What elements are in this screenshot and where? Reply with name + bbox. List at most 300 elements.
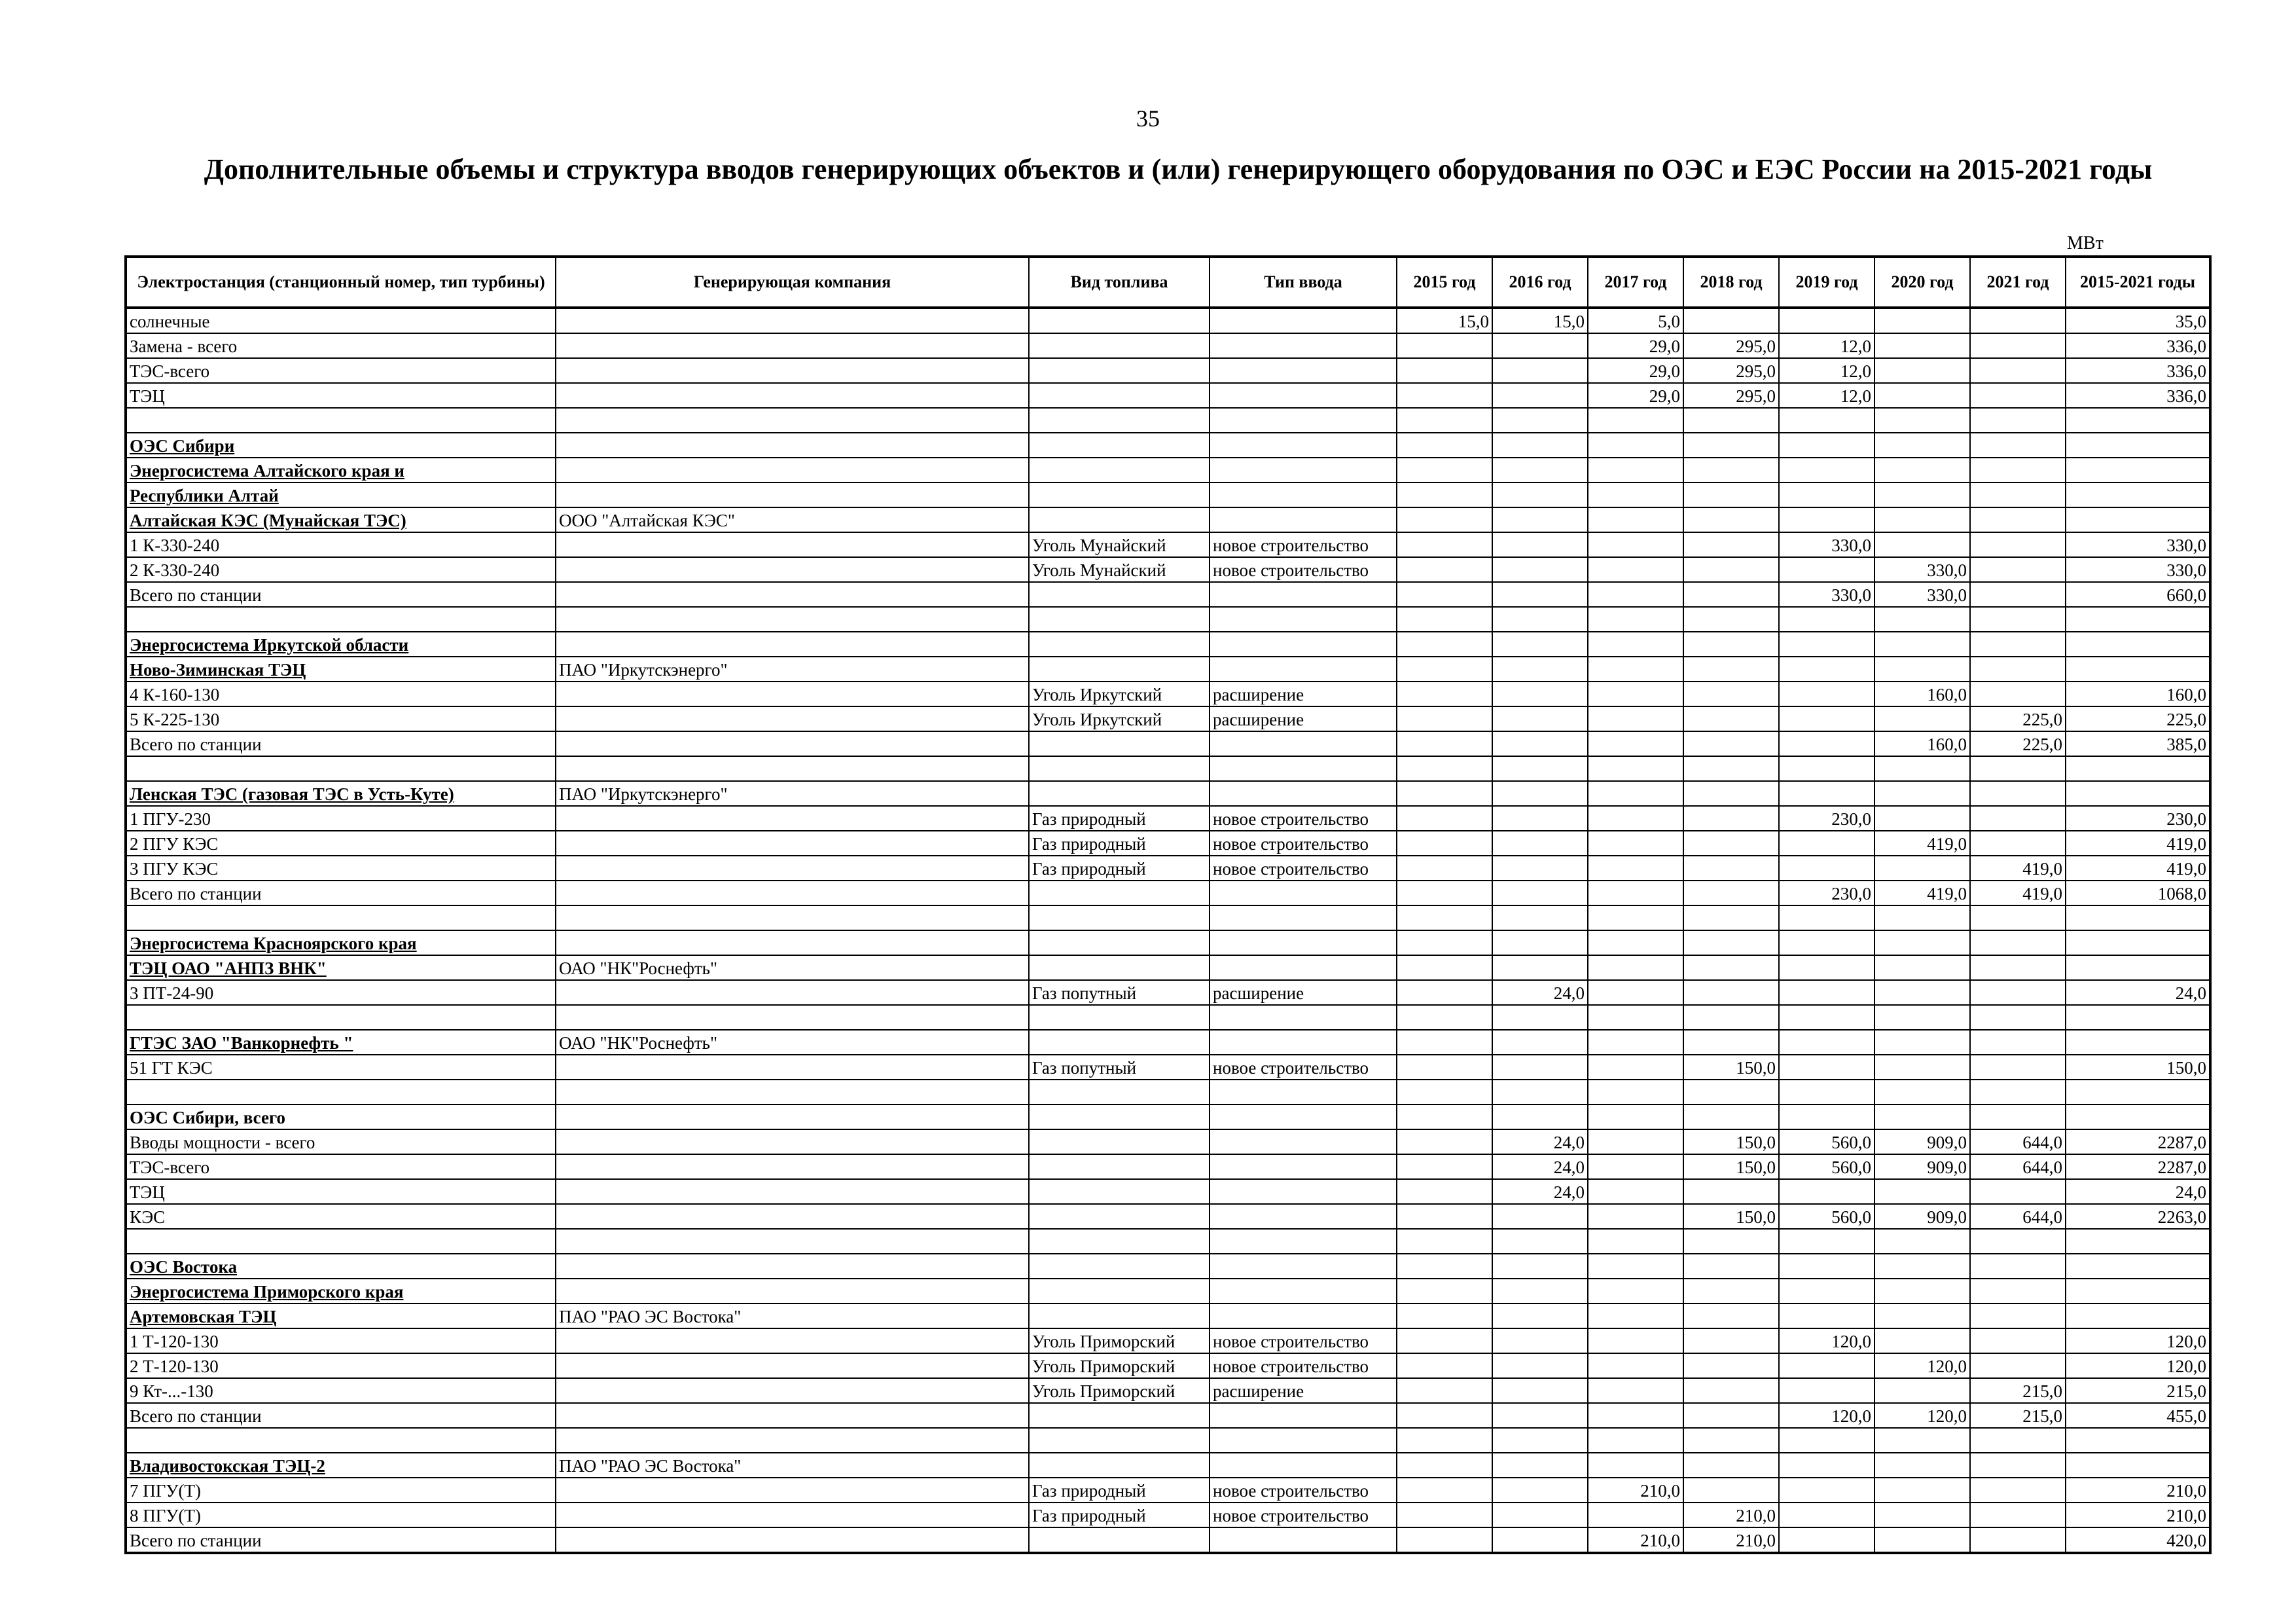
company-cell	[556, 930, 1029, 955]
fuel-cell	[1029, 1204, 1210, 1229]
year-value-cell	[1588, 1279, 1683, 1304]
year-value-cell	[1683, 1005, 1779, 1030]
year-value-cell	[1492, 1403, 1588, 1428]
year-value-cell	[1397, 483, 1492, 507]
year-value-cell: 330,0	[1779, 582, 1874, 607]
year-value-cell	[1683, 756, 1779, 781]
table-row	[126, 1129, 2210, 1154]
year-value-cell	[1970, 507, 2066, 532]
table-row	[126, 731, 2210, 756]
year-value-cell	[1683, 458, 1779, 483]
year-value-cell	[1874, 1453, 1970, 1478]
year-value-cell	[1970, 607, 2066, 632]
company-cell	[556, 1129, 1029, 1154]
fuel-cell	[1029, 1080, 1210, 1104]
year-value-cell	[1874, 781, 1970, 806]
year-value-cell: 15,0	[1492, 308, 1588, 333]
year-value-cell	[1970, 1080, 2066, 1104]
year-value-cell	[1588, 1204, 1683, 1229]
total-cell	[2066, 1279, 2210, 1304]
year-value-cell	[1970, 1453, 2066, 1478]
year-value-cell	[1492, 781, 1588, 806]
table-row	[126, 483, 2210, 507]
station-cell: ТЭС-всего	[126, 1154, 556, 1179]
fuel-cell: Газ попутный	[1029, 980, 1210, 1005]
year-value-cell: 644,0	[1970, 1204, 2066, 1229]
station-cell: 2 Т-120-130	[126, 1353, 556, 1378]
year-value-cell: 210,0	[1588, 1527, 1683, 1553]
fuel-cell	[1029, 607, 1210, 632]
year-value-cell: 230,0	[1779, 881, 1874, 905]
year-value-cell: 150,0	[1683, 1154, 1779, 1179]
year-value-cell	[1779, 1179, 1874, 1204]
company-cell	[556, 308, 1029, 333]
year-value-cell	[1492, 955, 1588, 980]
table-row	[126, 1080, 2210, 1104]
input-type-cell	[1210, 458, 1397, 483]
year-value-cell: 560,0	[1779, 1154, 1874, 1179]
year-value-cell	[1874, 1179, 1970, 1204]
year-value-cell	[1492, 1428, 1588, 1453]
year-value-cell: 150,0	[1683, 1129, 1779, 1154]
year-value-cell: 120,0	[1874, 1353, 1970, 1378]
year-value-cell	[1588, 483, 1683, 507]
total-cell	[2066, 1080, 2210, 1104]
input-type-cell	[1210, 756, 1397, 781]
year-value-cell: 295,0	[1683, 358, 1779, 383]
total-cell: 120,0	[2066, 1353, 2210, 1378]
year-value-cell	[1492, 1378, 1588, 1403]
input-type-cell	[1210, 408, 1397, 433]
year-value-cell	[1874, 657, 1970, 682]
company-cell	[556, 607, 1029, 632]
company-cell: ПАО "РАО ЭС Востока"	[556, 1304, 1029, 1328]
year-value-cell	[1683, 607, 1779, 632]
total-cell: 330,0	[2066, 557, 2210, 582]
year-value-cell	[1779, 756, 1874, 781]
year-value-cell	[1397, 980, 1492, 1005]
year-value-cell	[1683, 1353, 1779, 1378]
company-cell	[556, 806, 1029, 831]
year-value-cell	[1779, 507, 1874, 532]
year-value-cell	[1779, 1030, 1874, 1055]
total-cell	[2066, 1428, 2210, 1453]
year-value-cell	[1588, 1453, 1683, 1478]
total-cell	[2066, 955, 2210, 980]
fuel-cell	[1029, 507, 1210, 532]
year-value-cell	[1683, 955, 1779, 980]
input-type-cell: расширение	[1210, 1378, 1397, 1403]
table-row	[126, 433, 2210, 458]
year-value-cell	[1492, 557, 1588, 582]
column-header: Генерирующая компания	[556, 257, 1029, 308]
year-value-cell	[1397, 930, 1492, 955]
year-value-cell	[1397, 731, 1492, 756]
fuel-cell: Уголь Приморский	[1029, 1353, 1210, 1378]
company-cell	[556, 1204, 1029, 1229]
year-value-cell	[1588, 1129, 1683, 1154]
year-value-cell	[1492, 1353, 1588, 1378]
table-row	[126, 1453, 2210, 1478]
year-value-cell	[1588, 1403, 1683, 1428]
table-row	[126, 632, 2210, 657]
fuel-cell	[1029, 1129, 1210, 1154]
station-cell: Всего по станции	[126, 582, 556, 607]
station-cell	[126, 1080, 556, 1104]
company-cell: ПАО "Иркутскэнерго"	[556, 657, 1029, 682]
year-value-cell	[1492, 1328, 1588, 1353]
input-type-cell	[1210, 1279, 1397, 1304]
fuel-cell	[1029, 1104, 1210, 1129]
year-value-cell	[1683, 532, 1779, 557]
year-value-cell	[1492, 408, 1588, 433]
year-value-cell: 210,0	[1588, 1478, 1683, 1503]
column-header: Тип ввода	[1210, 257, 1397, 308]
year-value-cell	[1970, 1005, 2066, 1030]
input-type-cell: расширение	[1210, 980, 1397, 1005]
year-value-cell	[1492, 706, 1588, 731]
year-value-cell	[1397, 806, 1492, 831]
year-value-cell	[1397, 1503, 1492, 1527]
station-cell: Всего по станции	[126, 1403, 556, 1428]
year-value-cell	[1683, 856, 1779, 881]
total-cell	[2066, 458, 2210, 483]
fuel-cell	[1029, 955, 1210, 980]
year-value-cell	[1397, 358, 1492, 383]
year-value-cell	[1397, 458, 1492, 483]
table-row	[126, 1304, 2210, 1328]
year-value-cell	[1779, 1428, 1874, 1453]
year-value-cell	[1397, 1030, 1492, 1055]
table-row	[126, 1378, 2210, 1403]
total-cell	[2066, 905, 2210, 930]
year-value-cell	[1874, 358, 1970, 383]
year-value-cell	[1397, 706, 1492, 731]
year-value-cell	[1588, 756, 1683, 781]
input-type-cell	[1210, 632, 1397, 657]
input-table	[124, 255, 2212, 1554]
year-value-cell	[1683, 881, 1779, 905]
input-type-cell	[1210, 955, 1397, 980]
year-value-cell	[1874, 1304, 1970, 1328]
total-cell	[2066, 483, 2210, 507]
year-value-cell	[1779, 1005, 1874, 1030]
total-cell: 419,0	[2066, 856, 2210, 881]
station-cell	[126, 905, 556, 930]
year-value-cell: 12,0	[1779, 333, 1874, 358]
total-cell: 24,0	[2066, 1179, 2210, 1204]
company-cell	[556, 1229, 1029, 1254]
total-cell: 660,0	[2066, 582, 2210, 607]
company-cell: ПАО "Иркутскэнерго"	[556, 781, 1029, 806]
year-value-cell	[1397, 1055, 1492, 1080]
year-value-cell: 330,0	[1874, 582, 1970, 607]
fuel-cell	[1029, 308, 1210, 333]
fuel-cell	[1029, 433, 1210, 458]
table-row	[126, 831, 2210, 856]
company-cell	[556, 483, 1029, 507]
column-header: 2019 год	[1779, 257, 1874, 308]
year-value-cell	[1397, 955, 1492, 980]
input-type-cell	[1210, 781, 1397, 806]
year-value-cell	[1874, 1428, 1970, 1453]
year-value-cell	[1588, 706, 1683, 731]
company-cell	[556, 881, 1029, 905]
table-row	[126, 1428, 2210, 1453]
year-value-cell	[1683, 657, 1779, 682]
year-value-cell	[1492, 1104, 1588, 1129]
year-value-cell	[1970, 1279, 2066, 1304]
total-cell	[2066, 1304, 2210, 1328]
year-value-cell	[1779, 1104, 1874, 1129]
year-value-cell	[1970, 1179, 2066, 1204]
fuel-cell	[1029, 458, 1210, 483]
station-cell: 7 ПГУ(Т)	[126, 1478, 556, 1503]
company-cell	[556, 1055, 1029, 1080]
station-cell: Всего по станции	[126, 731, 556, 756]
year-value-cell	[1588, 582, 1683, 607]
year-value-cell	[1588, 1030, 1683, 1055]
year-value-cell	[1970, 433, 2066, 458]
station-cell: ОЭС Востока	[126, 1254, 556, 1279]
table-row	[126, 408, 2210, 433]
year-value-cell	[1492, 507, 1588, 532]
table-row	[126, 881, 2210, 905]
year-value-cell	[1683, 582, 1779, 607]
fuel-cell: Газ природный	[1029, 1503, 1210, 1527]
year-value-cell	[1397, 881, 1492, 905]
year-value-cell	[1683, 806, 1779, 831]
year-value-cell	[1492, 333, 1588, 358]
company-cell	[556, 632, 1029, 657]
station-cell: 5 К-225-130	[126, 706, 556, 731]
input-type-cell: новое строительство	[1210, 806, 1397, 831]
year-value-cell	[1683, 308, 1779, 333]
fuel-cell: Газ природный	[1029, 806, 1210, 831]
fuel-cell	[1029, 333, 1210, 358]
table-row	[126, 458, 2210, 483]
year-value-cell: 560,0	[1779, 1204, 1874, 1229]
year-value-cell	[1588, 1229, 1683, 1254]
table-row	[126, 706, 2210, 731]
year-value-cell	[1970, 905, 2066, 930]
total-cell: 150,0	[2066, 1055, 2210, 1080]
company-cell	[556, 905, 1029, 930]
year-value-cell: 24,0	[1492, 1154, 1588, 1179]
station-cell: Вводы мощности - всего	[126, 1129, 556, 1154]
company-cell	[556, 1104, 1029, 1129]
station-cell: Всего по станции	[126, 1527, 556, 1553]
year-value-cell	[1397, 1254, 1492, 1279]
year-value-cell	[1683, 1254, 1779, 1279]
year-value-cell	[1588, 1428, 1683, 1453]
total-cell	[2066, 1030, 2210, 1055]
column-header: 2018 год	[1683, 257, 1779, 308]
station-cell: ТЭЦ ОАО "АНПЗ ВНК"	[126, 955, 556, 980]
fuel-cell	[1029, 657, 1210, 682]
year-value-cell	[1779, 632, 1874, 657]
fuel-cell	[1029, 781, 1210, 806]
year-value-cell	[1683, 1179, 1779, 1204]
year-value-cell	[1970, 955, 2066, 980]
year-value-cell	[1874, 1478, 1970, 1503]
year-value-cell	[1397, 1328, 1492, 1353]
year-value-cell	[1779, 1453, 1874, 1478]
table-row	[126, 657, 2210, 682]
input-type-cell: новое строительство	[1210, 1353, 1397, 1378]
input-type-cell	[1210, 383, 1397, 408]
table-row	[126, 1353, 2210, 1378]
year-value-cell	[1588, 955, 1683, 980]
station-cell: 9 Кт-...-130	[126, 1378, 556, 1403]
year-value-cell	[1970, 1304, 2066, 1328]
company-cell	[556, 1154, 1029, 1179]
total-cell	[2066, 1453, 2210, 1478]
input-type-cell	[1210, 1080, 1397, 1104]
year-value-cell	[1779, 1503, 1874, 1527]
company-cell	[556, 682, 1029, 706]
year-value-cell	[1492, 682, 1588, 706]
total-cell: 336,0	[2066, 333, 2210, 358]
year-value-cell	[1588, 1179, 1683, 1204]
input-type-cell	[1210, 1005, 1397, 1030]
year-value-cell	[1588, 731, 1683, 756]
year-value-cell: 12,0	[1779, 383, 1874, 408]
table-row	[126, 1527, 2210, 1553]
company-cell: ОАО "НК"Роснефть"	[556, 955, 1029, 980]
year-value-cell	[1779, 408, 1874, 433]
year-value-cell	[1492, 1503, 1588, 1527]
table-row	[126, 1229, 2210, 1254]
company-cell	[556, 1353, 1029, 1378]
station-cell	[126, 1229, 556, 1254]
fuel-cell	[1029, 1403, 1210, 1428]
year-value-cell	[1874, 507, 1970, 532]
company-cell: ОАО "НК"Роснефть"	[556, 1030, 1029, 1055]
total-cell: 35,0	[2066, 308, 2210, 333]
year-value-cell: 215,0	[1970, 1403, 2066, 1428]
station-cell	[126, 607, 556, 632]
table-row	[126, 781, 2210, 806]
year-value-cell	[1779, 1527, 1874, 1553]
input-type-cell	[1210, 607, 1397, 632]
total-cell: 2287,0	[2066, 1154, 2210, 1179]
year-value-cell	[1397, 1080, 1492, 1104]
total-cell: 210,0	[2066, 1478, 2210, 1503]
year-value-cell	[1779, 1254, 1874, 1279]
year-value-cell	[1779, 731, 1874, 756]
year-value-cell	[1874, 756, 1970, 781]
station-cell: Всего по станции	[126, 881, 556, 905]
year-value-cell	[1779, 607, 1874, 632]
year-value-cell	[1588, 657, 1683, 682]
fuel-cell: Уголь Иркутский	[1029, 706, 1210, 731]
table-row	[126, 955, 2210, 980]
year-value-cell	[1588, 1378, 1683, 1403]
year-value-cell	[1588, 806, 1683, 831]
year-value-cell	[1874, 532, 1970, 557]
year-value-cell	[1588, 856, 1683, 881]
station-cell: Артемовская ТЭЦ	[126, 1304, 556, 1328]
table-row	[126, 582, 2210, 607]
fuel-cell	[1029, 756, 1210, 781]
total-cell: 230,0	[2066, 806, 2210, 831]
year-value-cell	[1970, 632, 2066, 657]
station-cell	[126, 1005, 556, 1030]
fuel-cell	[1029, 358, 1210, 383]
company-cell	[556, 831, 1029, 856]
table-body	[126, 308, 2210, 1553]
year-value-cell	[1779, 781, 1874, 806]
station-cell: Замена - всего	[126, 333, 556, 358]
table-row	[126, 507, 2210, 532]
column-header: 2015-2021 годы	[2066, 257, 2210, 308]
year-value-cell: 29,0	[1588, 358, 1683, 383]
year-value-cell	[1492, 657, 1588, 682]
year-value-cell	[1492, 582, 1588, 607]
total-cell	[2066, 433, 2210, 458]
total-cell: 210,0	[2066, 1503, 2210, 1527]
fuel-cell	[1029, 1229, 1210, 1254]
year-value-cell	[1492, 358, 1588, 383]
total-cell	[2066, 507, 2210, 532]
total-cell: 455,0	[2066, 1403, 2210, 1428]
year-value-cell	[1492, 1527, 1588, 1553]
year-value-cell	[1970, 483, 2066, 507]
year-value-cell	[1779, 483, 1874, 507]
input-type-cell	[1210, 1527, 1397, 1553]
year-value-cell: 160,0	[1874, 731, 1970, 756]
year-value-cell	[1683, 507, 1779, 532]
year-value-cell	[1779, 905, 1874, 930]
fuel-cell	[1029, 905, 1210, 930]
table-row	[126, 333, 2210, 358]
input-type-cell	[1210, 433, 1397, 458]
year-value-cell	[1970, 1254, 2066, 1279]
year-value-cell	[1970, 831, 2066, 856]
table-row	[126, 980, 2210, 1005]
input-type-cell	[1210, 1204, 1397, 1229]
company-cell	[556, 433, 1029, 458]
company-cell	[556, 731, 1029, 756]
year-value-cell	[1492, 831, 1588, 856]
company-cell	[556, 1080, 1029, 1104]
year-value-cell	[1397, 1154, 1492, 1179]
year-value-cell	[1874, 308, 1970, 333]
year-value-cell	[1492, 930, 1588, 955]
total-cell	[2066, 930, 2210, 955]
year-value-cell	[1397, 333, 1492, 358]
year-value-cell	[1492, 1055, 1588, 1080]
table-row	[126, 1030, 2210, 1055]
year-value-cell	[1779, 308, 1874, 333]
input-type-cell	[1210, 1428, 1397, 1453]
station-cell: солнечные	[126, 308, 556, 333]
station-cell: Ленская ТЭС (газовая ТЭС в Усть-Куте)	[126, 781, 556, 806]
fuel-cell	[1029, 1254, 1210, 1279]
input-type-cell	[1210, 1403, 1397, 1428]
fuel-cell: Уголь Иркутский	[1029, 682, 1210, 706]
station-cell	[126, 756, 556, 781]
station-cell: 1 К-330-240	[126, 532, 556, 557]
year-value-cell	[1683, 408, 1779, 433]
table-row	[126, 682, 2210, 706]
station-cell: 3 ПТ-24-90	[126, 980, 556, 1005]
table-row	[126, 1104, 2210, 1129]
year-value-cell	[1397, 1527, 1492, 1553]
input-type-cell: новое строительство	[1210, 831, 1397, 856]
year-value-cell	[1492, 1005, 1588, 1030]
